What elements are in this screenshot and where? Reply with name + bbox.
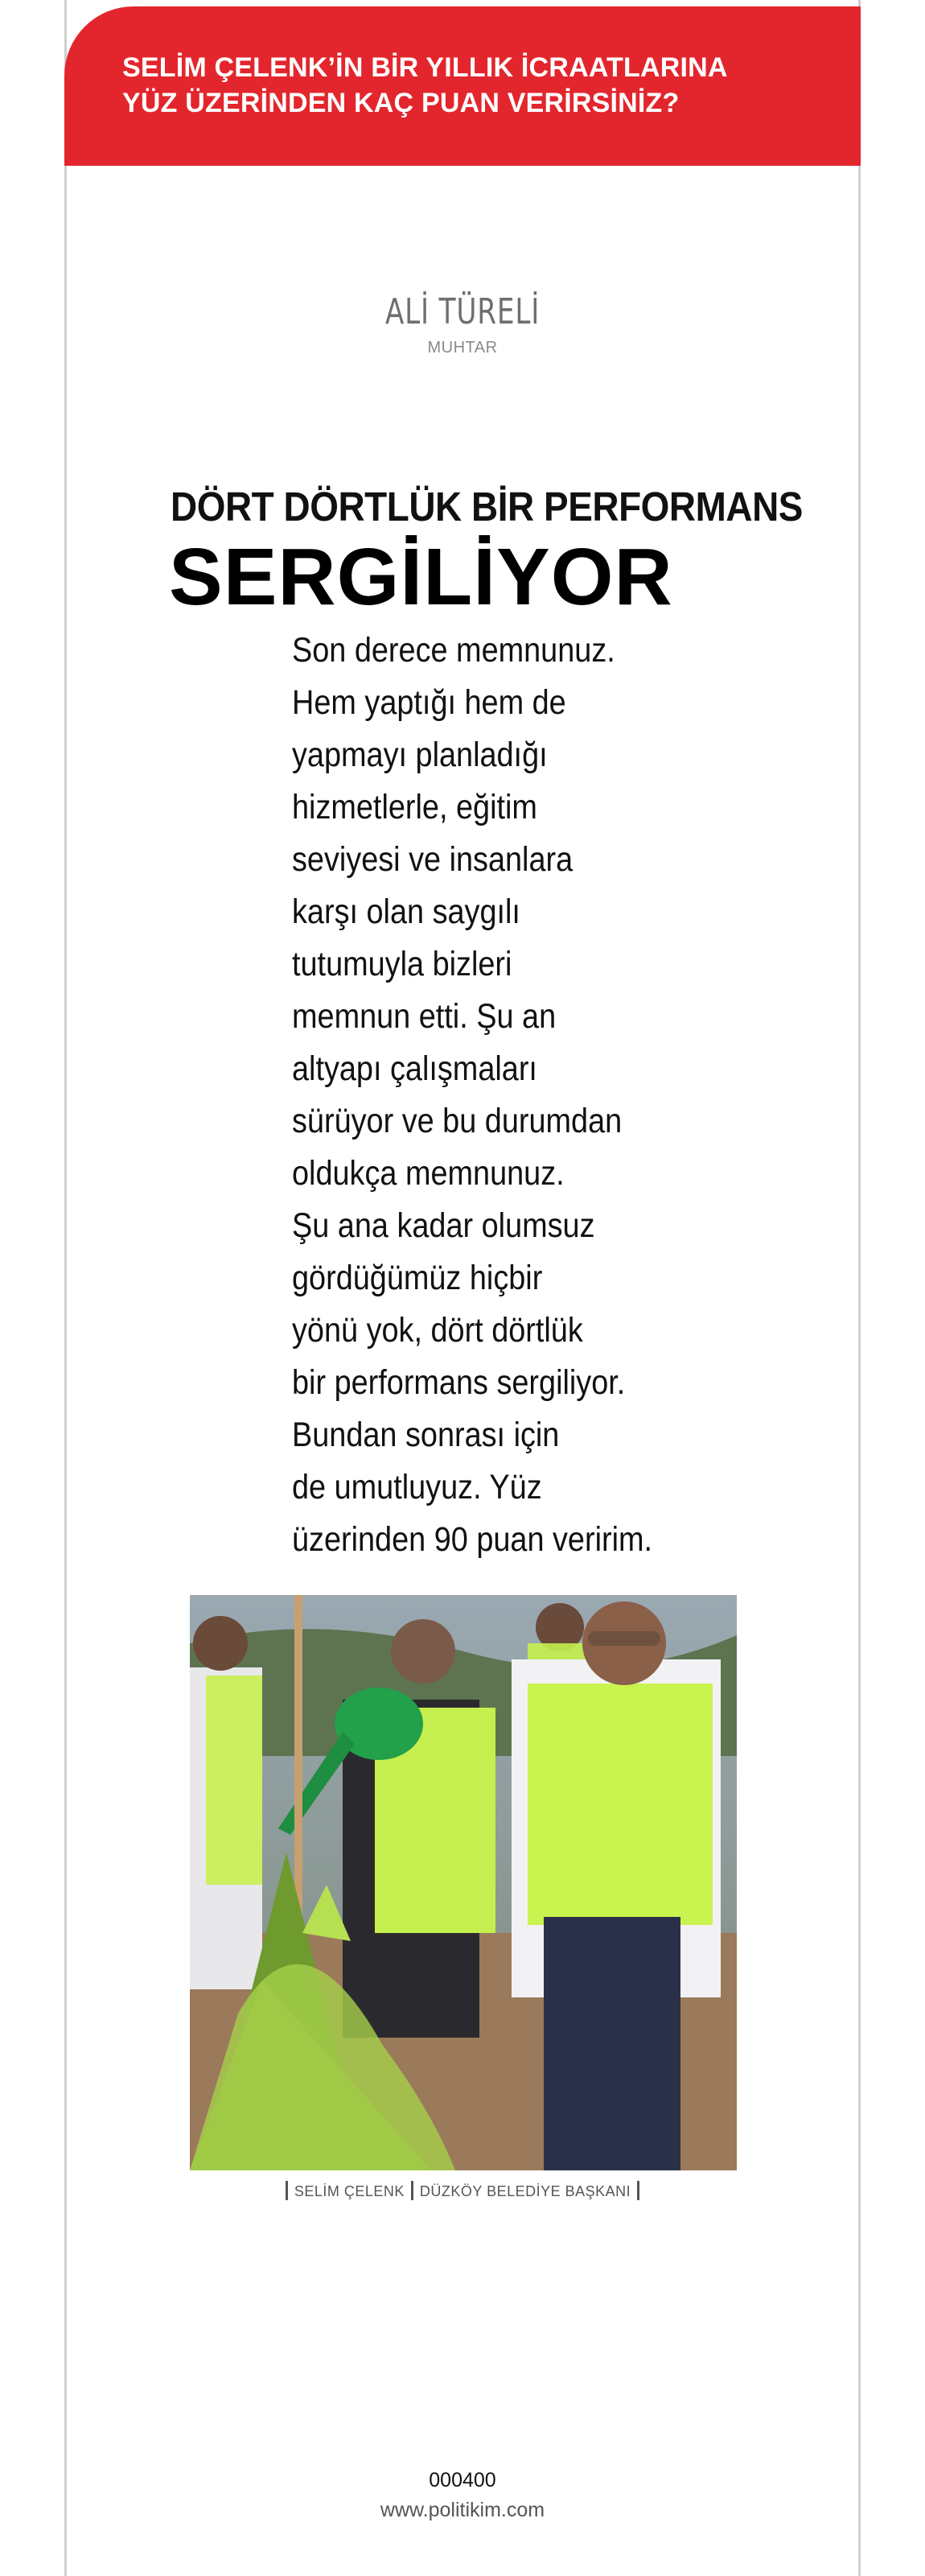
body-line: de umutluyuz. Yüz — [292, 1468, 542, 1506]
body-line: seviyesi ve insanlara — [292, 840, 574, 879]
body-line: bir performans sergiliyor. — [292, 1363, 626, 1402]
caption-title: DÜZKÖY BELEDİYE BAŞKANI — [419, 2183, 631, 2199]
body-line: karşı olan saygılı — [292, 892, 520, 931]
footer-url: www.politikim.com — [380, 2499, 545, 2521]
author-name: ALİ TÜRELİ — [384, 291, 541, 332]
body-line: altyapı çalışmaları — [292, 1049, 537, 1088]
body-line: Son derece memnunuz. — [292, 631, 615, 670]
body-line: gördüğümüz hiçbir — [292, 1259, 543, 1297]
banner-line-2: YÜZ ÜZERİNDEN KAÇ PUAN VERİRSİNİZ? — [122, 88, 680, 118]
question-banner — [64, 6, 861, 166]
body-line: Hem yaptığı hem de — [292, 683, 566, 722]
headline-line-1: DÖRT DÖRTLÜK BİR PERFORMANS — [171, 484, 803, 530]
headline-line-2: SERGİLİYOR — [169, 532, 673, 622]
body-line: Bundan sonrası için — [292, 1416, 560, 1454]
body-line: hizmetlerle, eğitim — [292, 788, 537, 826]
author-role: MUHTAR — [427, 339, 498, 357]
body-line: Şu ana kadar olumsuz — [292, 1206, 595, 1245]
body-line: oldukça memnunuz. — [292, 1154, 565, 1193]
banner-line-1: SELİM ÇELENK’İN BİR YILLIK İCRAATLARINA — [122, 52, 728, 83]
body-line: tutumuyla bizleri — [292, 945, 512, 983]
body-line: yönü yok, dört dörtlük — [292, 1311, 583, 1350]
body-line: üzerinden 90 puan veririm. — [292, 1520, 653, 1559]
body-line: yapmayı planladığı — [292, 736, 548, 774]
photo-tree-planting — [190, 1595, 737, 2170]
photo-caption — [0, 2181, 925, 2200]
caption-divider — [286, 2181, 288, 2200]
body-line: memnun etti. Şu an — [292, 997, 557, 1036]
caption-name: SELİM ÇELENK — [294, 2183, 405, 2199]
quote-body — [292, 624, 710, 1566]
caption-divider — [637, 2181, 639, 2200]
caption-divider — [411, 2181, 413, 2200]
body-line: sürüyor ve bu durumdan — [292, 1102, 623, 1140]
footer-code: 000400 — [429, 2469, 496, 2492]
